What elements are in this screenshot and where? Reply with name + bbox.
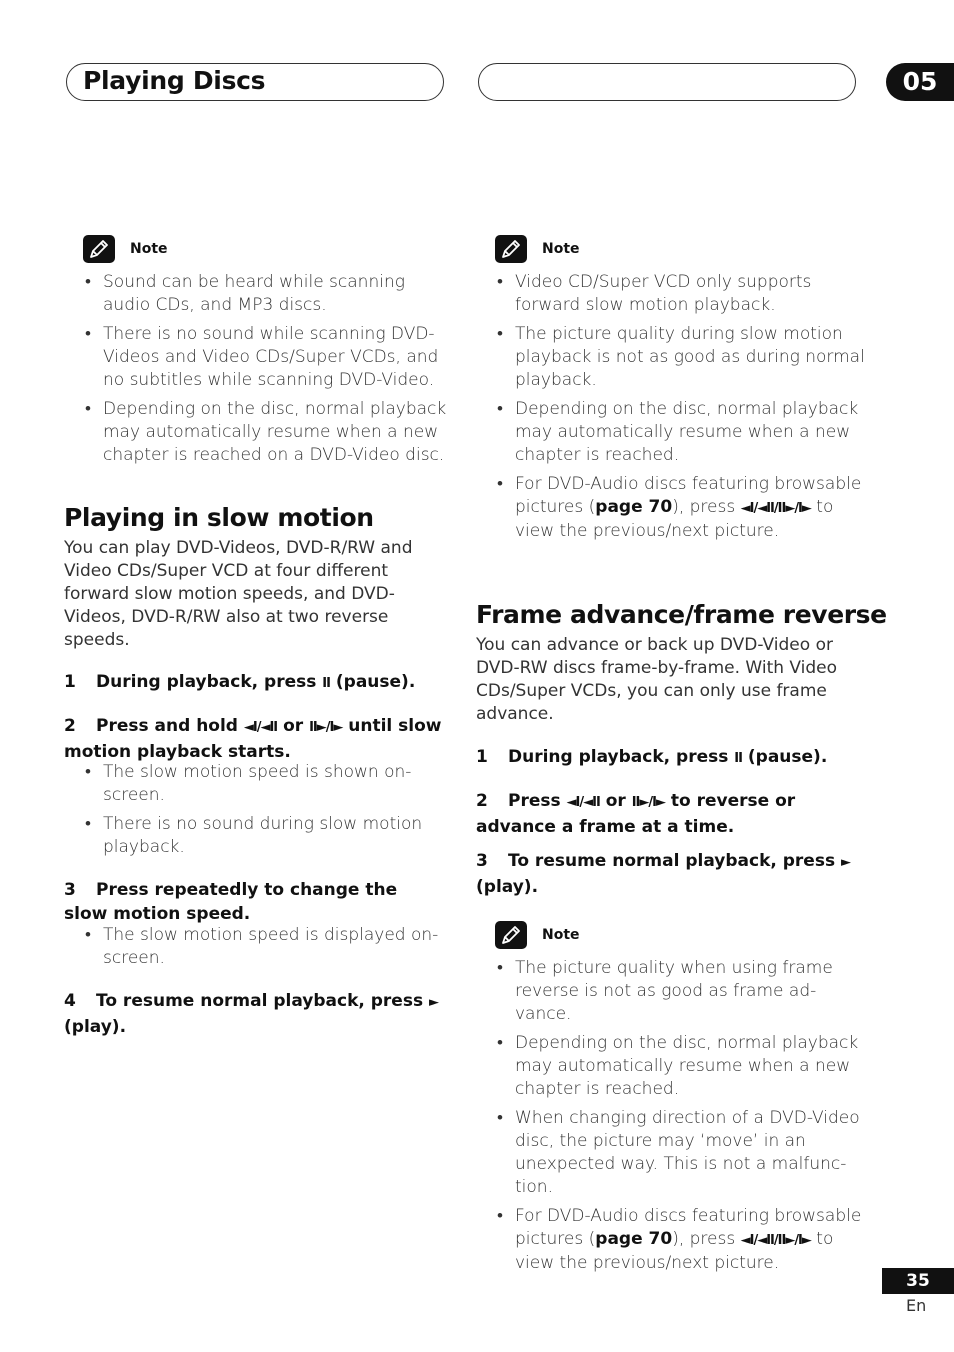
list-item: • Depending on the disc, normal playback may automatically resume when a new chapter is reached. bbox=[496, 398, 866, 467]
list-item: • Video CD/Super VCD only supports forward slow motion playback. bbox=[496, 271, 866, 317]
header-empty-box bbox=[478, 63, 856, 101]
intro-paragraph: You can play DVD-Videos, DVD-R/RW and Video CDs/Super VCD at four different forward slow motion speeds, and DVD-Videos, DVD-R/RW also at two reverse speeds. bbox=[64, 538, 413, 650]
step-2-list bbox=[84, 761, 454, 865]
step-number: 3 bbox=[476, 851, 488, 871]
step-number: 3 bbox=[64, 880, 76, 900]
note-list bbox=[496, 271, 866, 549]
header-section-box bbox=[66, 63, 444, 101]
list-item: • There is no sound while scanning DVD-Videos and Video CDs/Super VCDs, and no subtitles while scanning DVD-Video. bbox=[84, 323, 454, 392]
step-number: 4 bbox=[64, 991, 76, 1011]
list-item: • The slow motion speed is shown on-screen. bbox=[84, 761, 454, 807]
step-number: 1 bbox=[64, 672, 76, 692]
step-3-list bbox=[84, 924, 454, 976]
list-item: • Sound can be heard while scanning audio CDs, and MP3 discs. bbox=[84, 271, 454, 317]
step-1: 1 During playback, press II (pause). bbox=[64, 672, 416, 692]
skip-buttons-icon: ◄I/◄II/II►/I► bbox=[740, 501, 811, 516]
page-reference: page 70 bbox=[595, 1229, 673, 1249]
pause-icon: II bbox=[734, 751, 742, 766]
pause-icon: II bbox=[322, 676, 330, 691]
forward-icon: II►/I► bbox=[631, 795, 665, 810]
play-icon: ► bbox=[429, 995, 438, 1010]
step-number: 2 bbox=[64, 716, 76, 736]
list-item: • There is no sound during slow motion playback. bbox=[84, 813, 454, 859]
step-1: 1 During playback, press II (pause). bbox=[476, 747, 828, 767]
reverse-icon: ◄I/◄II bbox=[243, 720, 278, 735]
list-item: • Depending on the disc, normal playback may automatically resume when a new chapter is reached on a DVD-Video disc. bbox=[84, 398, 454, 467]
list-item: • The picture quality during slow motion playback is not as good as during normal playback. bbox=[496, 323, 866, 392]
section-title: Playing Discs bbox=[83, 66, 266, 95]
note-pencil-icon bbox=[83, 235, 115, 263]
step-number: 2 bbox=[476, 791, 488, 811]
note-label: Note bbox=[542, 927, 580, 943]
list-item: • Depending on the disc, normal playback may automatically resume when a new chapter is reached. bbox=[496, 1032, 866, 1101]
note-pencil-icon bbox=[495, 921, 527, 949]
note-label: Note bbox=[542, 241, 580, 257]
skip-buttons-icon: ◄I/◄II/II►/I► bbox=[740, 1233, 811, 1248]
list-item: • For DVD-Audio discs featuring browsable pictures (page 70), press ◄I/◄II/II►/I► to view the previous/next picture. bbox=[496, 1205, 866, 1275]
list-item: • When changing direction of a DVD-Video disc, the picture may ‘move’ in an unexpected way. This is not a malfunc-tion. bbox=[496, 1107, 866, 1199]
step-3: 3 To resume normal playback, press ► (play). bbox=[476, 851, 850, 897]
section-heading: Frame advance/frame reverse bbox=[476, 600, 887, 629]
step-3: 3 Press repeatedly to change the slow motion speed. bbox=[64, 880, 398, 924]
note-list bbox=[496, 957, 866, 1281]
note-label: Note bbox=[130, 241, 168, 257]
step-2: 2 Press ◄I/◄II or II►/I► to reverse or advance a frame at a time. bbox=[476, 791, 796, 837]
step-2: 2 Press and hold ◄I/◄II or II►/I► until slow motion playback starts. bbox=[64, 716, 442, 762]
play-icon: ► bbox=[841, 855, 850, 870]
language-label: En bbox=[906, 1296, 927, 1315]
page-number: 35 bbox=[882, 1268, 954, 1294]
list-item: • For DVD-Audio discs featuring browsable pictures (page 70), press ◄I/◄II/II►/I► to view the previous/next picture. bbox=[496, 473, 866, 543]
list-item: • The picture quality when using frame reverse is not as good as frame ad-vance. bbox=[496, 957, 866, 1026]
note-list bbox=[84, 271, 454, 473]
step-number: 1 bbox=[476, 747, 488, 767]
list-item: • The slow motion speed is displayed on-screen. bbox=[84, 924, 454, 970]
page-reference: page 70 bbox=[595, 497, 673, 517]
forward-icon: II►/I► bbox=[309, 720, 343, 735]
note-pencil-icon bbox=[495, 235, 527, 263]
step-4: 4 To resume normal playback, press ► (play). bbox=[64, 991, 438, 1037]
chapter-number-tab: 05 bbox=[886, 63, 954, 101]
reverse-icon: ◄I/◄II bbox=[566, 795, 600, 810]
section-heading: Playing in slow motion bbox=[64, 503, 374, 532]
intro-paragraph: You can advance or back up DVD-Video or DVD-RW discs frame-by-frame. With Video CDs/Super VCDs, you can only use frame advance. bbox=[476, 635, 838, 724]
